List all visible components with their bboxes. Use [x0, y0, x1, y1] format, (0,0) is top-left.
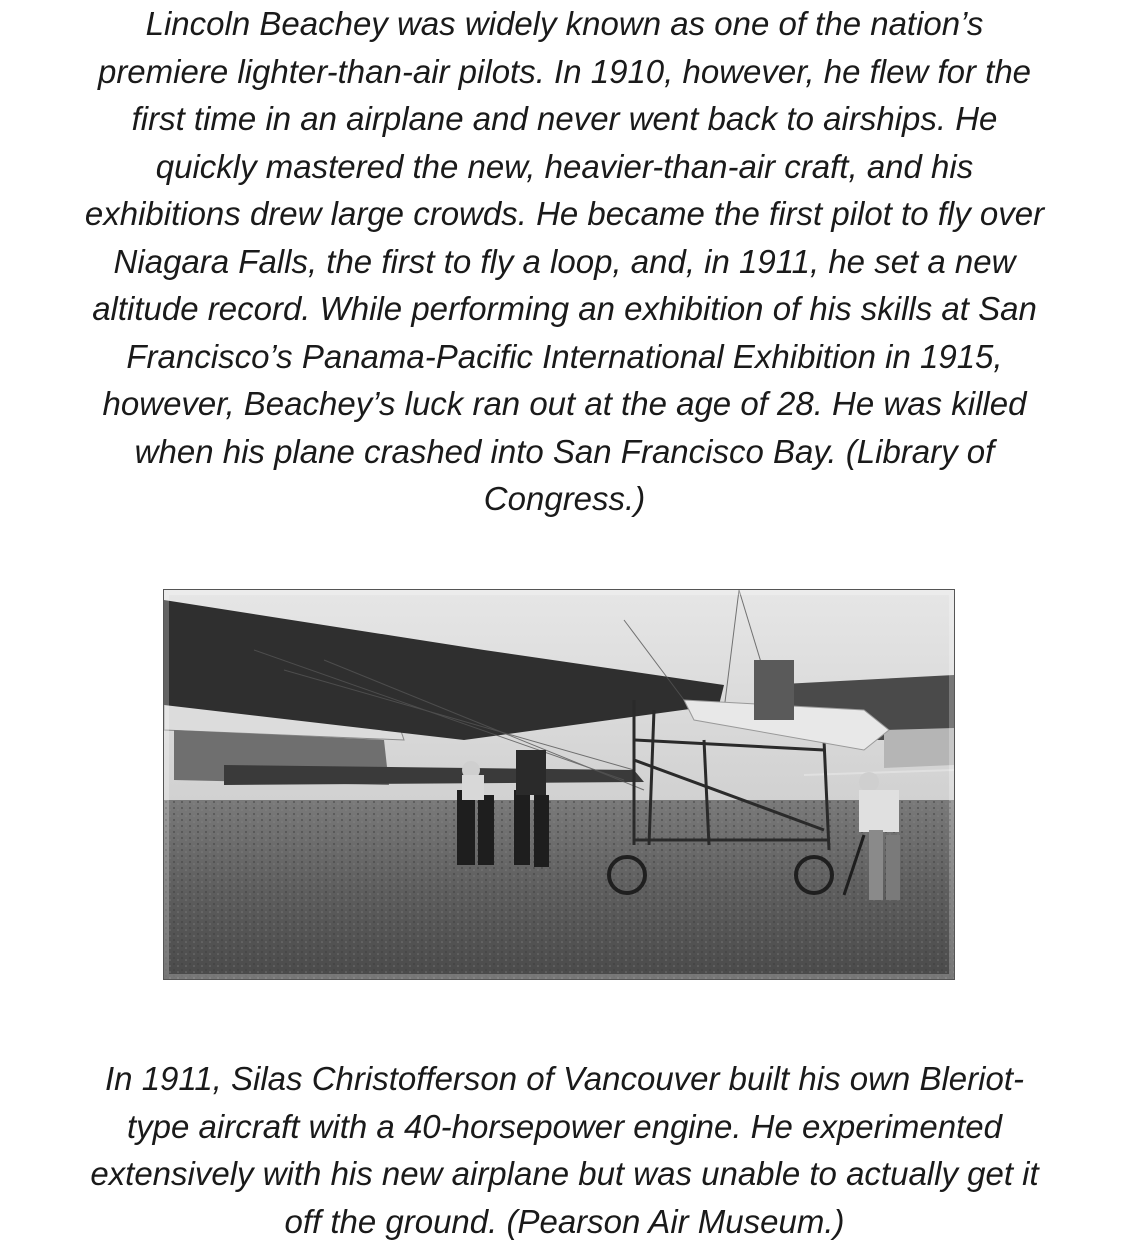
caption-line: type aircraft with a 40-horsepower engine. He experimented [127, 1107, 1002, 1145]
caption-line: premiere lighter-than-air pilots. In 1910, however, he flew for the [97, 52, 1032, 90]
caption-line: off the ground. (Pearson Air Museum.) [284, 1202, 845, 1240]
caption-line: Niagara Falls, the first to fly a loop, and, in 1911, he set a new [113, 242, 1016, 280]
caption-line: Francisco’s Panama-Pacific International Exhibition in 1915, [126, 337, 1003, 375]
photo-christofferson-aircraft [163, 589, 955, 980]
caption-line: however, Beachey’s luck ran out at the age of 28. He was killed [102, 385, 1027, 422]
caption-line: Congress.) [483, 480, 646, 517]
caption-line: when his plane crashed into San Francisco Bay. (Library of [134, 432, 995, 470]
caption-line: Lincoln Beachey was widely known as one of the nation’s [145, 5, 984, 42]
caption-line: quickly mastered the new, heavier-than-air craft, and his [155, 147, 974, 185]
caption-christofferson [0, 1055, 1129, 1245]
caption-beachey [0, 0, 1129, 523]
caption-line: altitude record. While performing an exhibition of his skills at San [92, 290, 1037, 327]
caption-line: In 1911, Silas Christofferson of Vancouver built his own Bleriot- [105, 1060, 1024, 1097]
caption-line: extensively with his new airplane but was unable to actually get it [90, 1155, 1039, 1192]
caption-line: first time in an airplane and never went back to airships. He [131, 100, 998, 137]
caption-line: exhibitions drew large crowds. He became the first pilot to fly over [84, 195, 1045, 232]
